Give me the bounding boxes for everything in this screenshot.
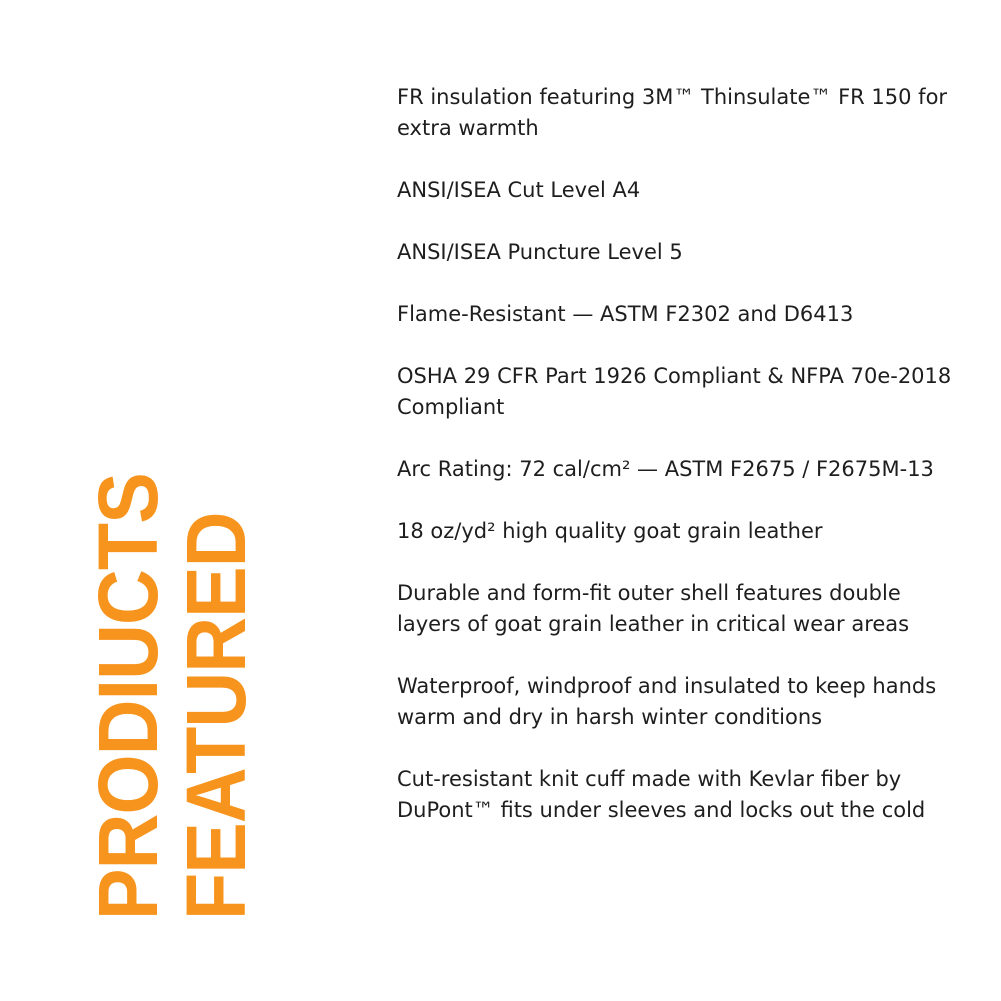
- feature-item-arc-rating: Arc Rating: 72 cal/cm² — ASTM F2675 / F2675M-13: [397, 457, 934, 481]
- feature-item-goat-leather: 18 oz/yd² high quality goat grain leather: [397, 519, 823, 543]
- heading-line-2: FEATURED: [169, 512, 263, 920]
- products-featured-heading: [81, 434, 263, 920]
- feature-list: [397, 82, 957, 857]
- feature-item-osha-nfpa: OSHA 29 CFR Part 1926 Compliant & NFPA 70e-2018 Compliant: [397, 364, 952, 419]
- feature-item-flame-resistant: Flame-Resistant — ASTM F2302 and D6413: [397, 302, 854, 326]
- feature-item-waterproof: Waterproof, windproof and insulated to keep hands warm and dry in harsh winter conditions: [397, 674, 937, 729]
- feature-item-outer-shell: Durable and form-fit outer shell features double layers of goat grain leather in critical wear areas: [397, 581, 910, 636]
- heading-line-1: PRODIUCTS: [81, 473, 175, 920]
- feature-item-cut-level: ANSI/ISEA Cut Level A4: [397, 178, 641, 202]
- feature-item-puncture-level: ANSI/ISEA Puncture Level 5: [397, 240, 683, 264]
- feature-item-knit-cuff: Cut-resistant knit cuff made with Kevlar fiber by DuPont™ fits under sleeves and locks out the cold: [397, 767, 926, 822]
- feature-item-fr-insulation: FR insulation featuring 3M™ Thinsulate™ FR 150 for extra warmth: [397, 85, 948, 140]
